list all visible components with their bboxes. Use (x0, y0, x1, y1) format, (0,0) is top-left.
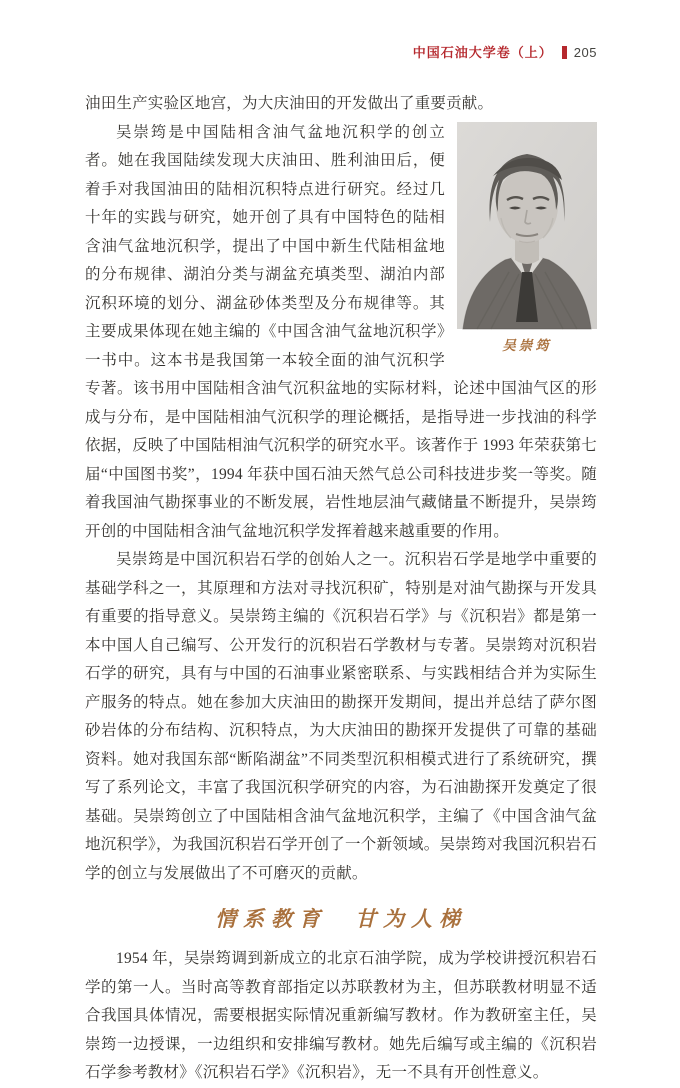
section-heading: 情系教育 甘为人梯 (215, 907, 467, 931)
page-number: 205 (573, 45, 597, 60)
page-header (85, 45, 597, 61)
paragraph-continuation: 油田生产实验区地宫，为大庆油田的开发做出了重要贡献。 (85, 95, 494, 112)
photo-caption: 吴崇筠 (502, 337, 552, 353)
paragraph-sedimentology-founder: 吴崇筠是中国陆相含油气盆地沉积学的创立者。她在我国陆续发现大庆油田、胜利油田后，便着手对我国油田的陆相沉积特点进行研究。经过几十年的实践与研究，她开创了具有中国特色的陆相含油气盆地沉积学，提出了中国中新生代陆相盆地的分布规律、湖泊分类与湖盆充填类型、湖泊内部沉积环境的划分、湖盆砂体类型及分布规律等。其主要成果体现在她主编的《中国含油气盆地沉积学》一书中。这本书是我国第一本较全面的油气沉积学专著。该书用中国陆相含油气沉积盆地的实际材料，论述中国油气区的形成与分布，是中国陆相油气沉积学的理论概括，是指导进一步找油的科学依据，反映了中国陆相油气沉积学的研究水平。该著作于 1993 年荣获第七届“中国图书奖”，1994 年获中国石油天然气总公司科技进步奖一等奖。随着我国油气勘探事业的不断发展，岩性地层油气藏储量不断提升，吴崇筠开创的中国陆相含油气盆地沉积学发挥着越来越重要的作用。 (85, 123, 597, 540)
header-divider-bar (562, 46, 567, 59)
portrait-figure (457, 122, 597, 354)
page-body (85, 90, 597, 1088)
portrait-photo (457, 122, 597, 329)
paragraph-petrology-founder: 吴崇筠是中国沉积岩石学的创始人之一。沉积岩石学是地学中重要的基础学科之一，其原理和方法对寻找沉积矿，特别是对油气勘探与开发具有重要的指导意义。吴崇筠主编的《沉积岩石学》与《沉积岩》都是第一本中国人自己编写、公开发行的沉积岩石学教材与专著。吴崇筠对沉积岩石学的研究，具有与中国的石油事业紧密联系、与实践相结合并为实际生产服务的特点。她在参加大庆油田的勘探开发期间，提出并总结了萨尔图砂岩体的分布结构、沉积特点，为大庆油田的勘探开发提供了可靠的基础资料。她对我国东部“断陷湖盆”不同类型沉积相模式进行了系统研究，撰写了系列论文，丰富了我国沉积学研究的内容，为石油勘探开发奠定了很基础。吴崇筠创立了中国陆相含油气盆地沉积学，主编了《中国含油气盆地沉积学》，为我国沉积岩石学开创了一个新领域。吴崇筠对我国沉积岩石学的创立与发展做出了不可磨灭的贡献。 (85, 551, 597, 882)
paragraph-education: 1954 年，吴崇筠调到新成立的北京石油学院，成为学校讲授沉积岩石学的第一人。当时高等教育部指定以苏联教材为主，但苏联教材明显不适合我国具体情况，需要根据实际情况重新编写教材。作为教研室主任，吴崇筠一边授课，一边组织和安排编写教材。她先后编写或主编的《沉积岩石学参考教材》《沉积岩石学》《沉积岩》，无一不具有开创性意义。 (85, 950, 597, 1081)
header-title: 中国石油大学卷（上） (412, 45, 553, 60)
